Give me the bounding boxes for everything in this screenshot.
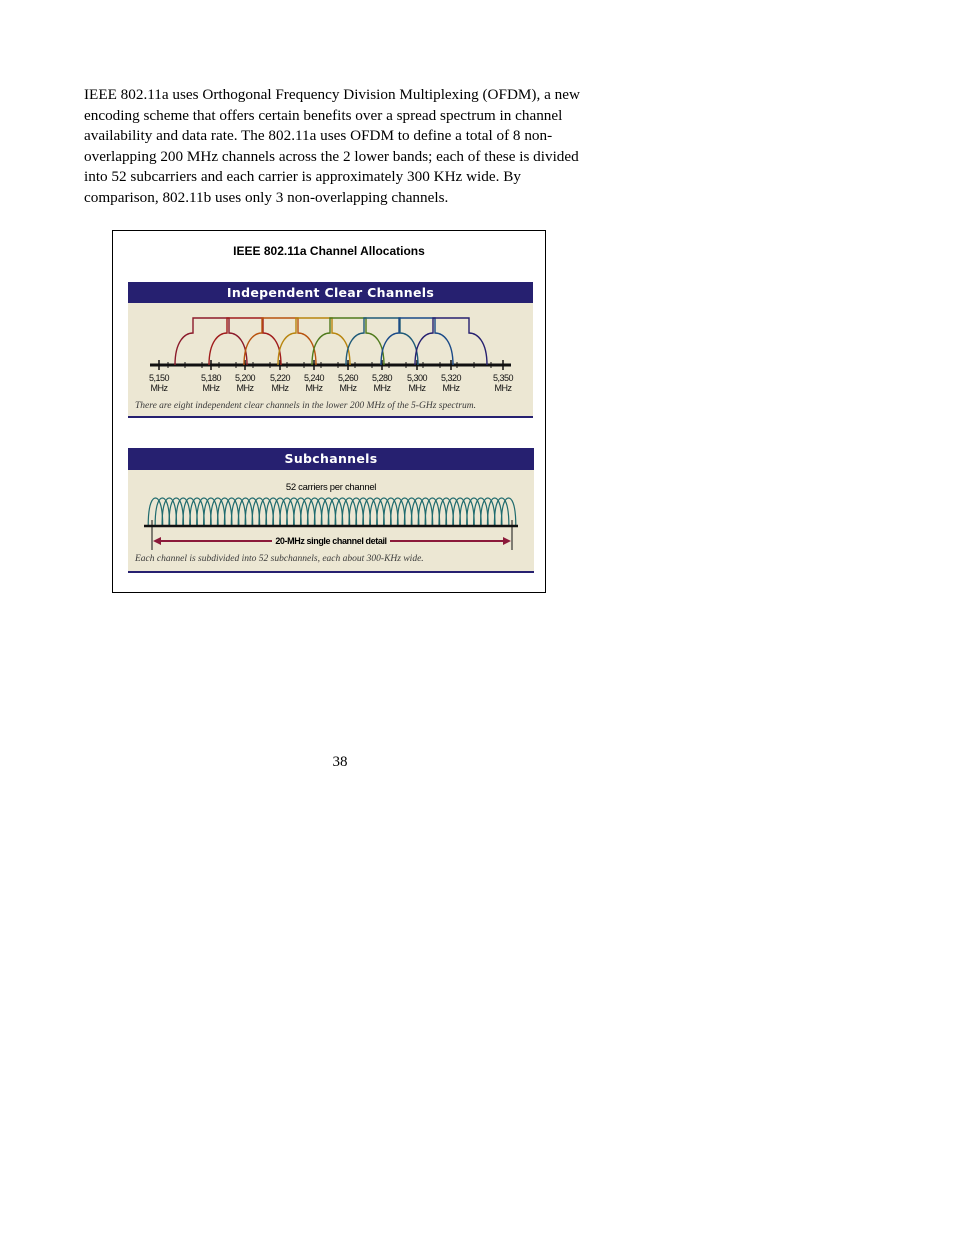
body-paragraph: IEEE 802.11a uses Orthogonal Frequency Division Multiplexing (OFDM), a new encoding scheme that offers certain benefits over a spread spectrum in channel availability and data rate. The 802.11a uses OFDM to define a total of 8 non-overlapping 200 MHz channels across the 2 lower bands; each of these is divided into 52 subcarriers and each carrier is approximately 300 KHz wide. By comparison, 802.11b uses only 3 non-overlapping channels.: [84, 86, 580, 206]
tick-frequency: 5,180: [200, 373, 222, 383]
tick-label-8: [436, 373, 466, 393]
channel-5180-curve: [175, 318, 247, 365]
tick-frequency: 5,280: [371, 373, 393, 383]
tick-unit: MHz: [202, 383, 220, 393]
tick-frequency: 5,240: [303, 373, 325, 383]
independent-channels-header: Independent Clear Channels: [128, 282, 533, 303]
channels-caption: There are eight independent clear channels in the lower 200 MHz of the 5-GHz spectrum.: [135, 401, 476, 411]
tick-label-6: [367, 373, 397, 393]
tick-label-5: [333, 373, 363, 393]
channel-5320-curve: [415, 318, 487, 365]
tick-unit: MHz: [271, 383, 289, 393]
tick-unit: MHz: [305, 383, 323, 393]
tick-frequency: 5,350: [492, 373, 514, 383]
channel-5260-curve: [312, 318, 384, 365]
tick-unit: MHz: [339, 383, 357, 393]
tick-label-1: [196, 373, 226, 393]
tick-unit: MHz: [494, 383, 512, 393]
tick-unit: MHz: [442, 383, 460, 393]
tick-label-2: [230, 373, 260, 393]
channel-allocation-figure: [112, 230, 546, 593]
tick-frequency: 5,200: [234, 373, 256, 383]
channel-detail-label: 20-MHz single channel detail: [128, 536, 534, 546]
tick-frequency: 5,300: [406, 373, 428, 383]
tick-unit: MHz: [236, 383, 254, 393]
figure-title: IEEE 802.11a Channel Allocations: [233, 244, 425, 258]
tick-unit: MHz: [408, 383, 426, 393]
tick-unit: MHz: [373, 383, 391, 393]
channel-spectrum-diagram: [128, 303, 533, 416]
tick-label-7: [402, 373, 432, 393]
tick-frequency: 5,260: [337, 373, 359, 383]
independent-channels-panel: [128, 303, 533, 418]
subchannels-header: Subchannels: [128, 448, 534, 470]
subchannels-caption: Each channel is subdivided into 52 subchannels, each about 300-KHz wide.: [135, 554, 424, 564]
tick-label-0: [144, 373, 174, 393]
carriers-per-channel-label: 52 carriers per channel: [285, 482, 377, 493]
subchannels-panel: [128, 470, 534, 573]
tick-unit: MHz: [150, 383, 168, 393]
tick-label-9: [488, 373, 518, 393]
channel-5240-curve: [278, 318, 350, 365]
tick-frequency: 5,150: [148, 373, 170, 383]
tick-frequency: 5,220: [269, 373, 291, 383]
tick-label-3: [265, 373, 295, 393]
tick-label-4: [299, 373, 329, 393]
tick-frequency: 5,320: [440, 373, 462, 383]
page-number: 38: [332, 754, 348, 770]
